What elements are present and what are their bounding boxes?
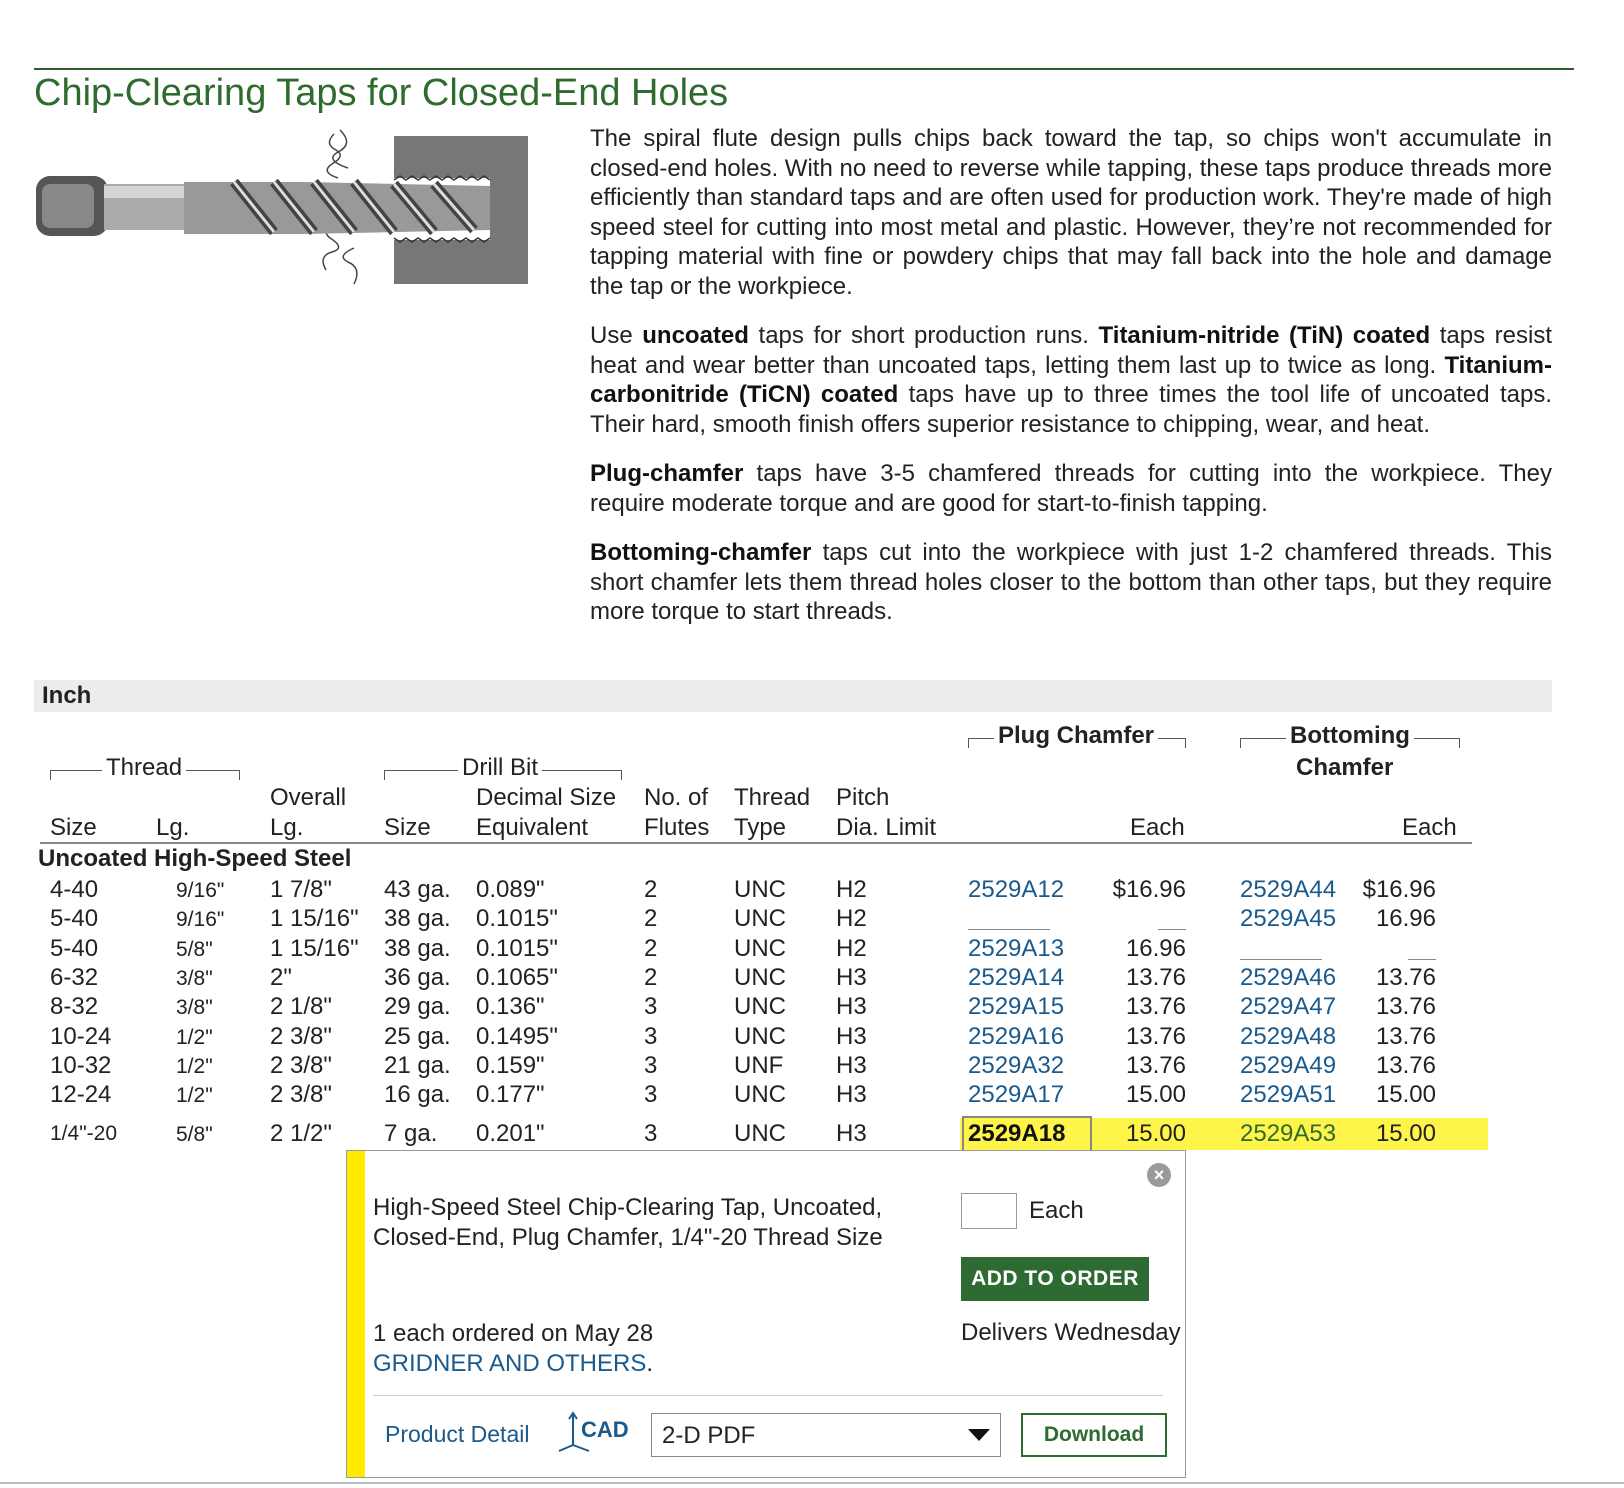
header-lg: Lg.	[156, 814, 190, 841]
cell-size: 6-32	[50, 963, 99, 991]
cell-type: UNC	[734, 876, 786, 903]
cell-drill: 43 ga.	[384, 876, 451, 903]
part-number-link[interactable]: 2529A32	[968, 1051, 1065, 1079]
spiral-tap-illustration	[34, 124, 554, 294]
table-row[interactable]	[0, 1052, 1624, 1081]
add-to-order-button[interactable]: ADD TO ORDER	[961, 1257, 1149, 1301]
cell-overall: 1 7/8"	[270, 876, 332, 903]
cell-lg: 1/2"	[176, 1054, 213, 1078]
cell-drill: 21 ga.	[384, 1051, 451, 1079]
empty-cell-rule	[1240, 959, 1322, 960]
cell-overall: 1 15/16"	[270, 934, 359, 962]
popup-divider	[373, 1395, 1163, 1396]
part-number-link[interactable]: 2529A13	[968, 934, 1065, 962]
title-rule	[34, 68, 1574, 70]
header-size: Size	[50, 814, 97, 841]
table-row[interactable]	[0, 1081, 1624, 1110]
group-label: Uncoated High-Speed Steel	[38, 845, 352, 872]
popup-accent-bar	[347, 1151, 365, 1477]
cell-drill: 29 ga.	[384, 993, 451, 1021]
header-overall-lg: Lg.	[270, 814, 304, 841]
chevron-down-icon	[968, 1429, 990, 1441]
cell-price: $16.96	[1112, 876, 1186, 903]
header-drill-size: Size	[384, 814, 431, 841]
cell-price: 16.96	[1125, 934, 1186, 962]
cell-dec: 0.177"	[476, 1081, 545, 1109]
cell-dec: 0.089"	[476, 876, 545, 903]
cell-size: 10-32	[50, 1051, 112, 1079]
description-paragraph: The spiral flute design pulls chips back toward the tap, so chips won't accumulate in closed-end holes. With no need to reverse while tapping, these taps produce threads more efficiently than standard taps and are often used for production work. They're made of high speed steel for cutting into most metal and plastic. However, they’re not recommended for tapping material with fine or powdery chips that may fall back into the hole and damage the tap or the workpiece.	[590, 125, 1552, 300]
cell-type: UNC	[734, 934, 786, 962]
cell-drill: 16 ga.	[384, 1081, 451, 1109]
header-decimal-size: Decimal Size	[476, 784, 617, 811]
delivery-estimate: Delivers Wednesday	[961, 1319, 1181, 1346]
cell-type: UNC	[734, 1081, 786, 1109]
cell-size: 5-40	[50, 934, 99, 962]
cell-price: 13.76	[1125, 963, 1186, 991]
cell-overall: 2 1/8"	[270, 993, 332, 1021]
cell-pitch: H3	[836, 1051, 867, 1079]
cell-price: 13.76	[1125, 1022, 1186, 1050]
cell-type: UNF	[734, 1051, 784, 1079]
empty-cell-rule	[1158, 929, 1186, 930]
cell-flutes: 3	[644, 1051, 658, 1079]
cell-overall: 2 3/8"	[270, 1022, 332, 1050]
header-flutes: Flutes	[644, 814, 710, 841]
cell-price: 16.96	[1375, 905, 1436, 933]
cell-lg: 1/2"	[176, 1084, 213, 1108]
cell-pitch: H3	[836, 993, 867, 1021]
cell-size: 5-40	[50, 905, 99, 933]
quantity-input[interactable]	[961, 1193, 1017, 1229]
cell-pitch: H2	[836, 876, 867, 903]
cell-pitch: H3	[836, 963, 867, 991]
quantity-unit: Each	[1029, 1197, 1084, 1224]
table-row[interactable]	[0, 935, 1624, 964]
part-number-selected[interactable]: 2529A18	[968, 1120, 1066, 1147]
cell-size: 12-24	[50, 1081, 112, 1109]
cell-flutes: 3	[644, 1022, 658, 1050]
cell-flutes: 2	[644, 934, 658, 962]
cell-flutes: 2	[644, 876, 658, 903]
cell-lg: 3/8"	[176, 996, 213, 1020]
section-header-inch: Inch	[34, 680, 1552, 712]
header-drill-bit: Drill Bit	[458, 754, 542, 782]
svg-text:CAD: CAD	[581, 1417, 629, 1442]
product-detail-link[interactable]: Product Detail	[385, 1421, 530, 1447]
header-no-of: No. of	[644, 784, 709, 811]
page-bottom-rule	[0, 1482, 1624, 1484]
product-description	[590, 124, 1552, 647]
cell-drill: 38 ga.	[384, 934, 451, 962]
cell-price: $16.96	[1362, 876, 1436, 903]
part-number-link[interactable]: 2529A53	[1240, 1120, 1337, 1147]
popup-product-description: High-Speed Steel Chip-Clearing Tap, Uncoated, Closed-End, Plug Chamfer, 1/4"-20 Thread Size	[373, 1194, 883, 1251]
header-bottoming: Bottoming	[1286, 722, 1414, 750]
cell-pitch: H3	[836, 1022, 867, 1050]
cell-dec: 0.1065"	[476, 963, 558, 991]
cell-type: UNC	[734, 905, 786, 933]
cell-type: UNC	[734, 993, 786, 1021]
header-each-bottoming: Each	[1402, 814, 1457, 841]
cell-dec: 0.136"	[476, 993, 545, 1021]
header-pitch: Pitch	[836, 784, 890, 811]
close-icon[interactable]: ×	[1147, 1163, 1171, 1187]
part-number-link[interactable]: 2529A12	[968, 876, 1065, 903]
cell-dec: 0.1495"	[476, 1022, 558, 1050]
order-popup	[346, 1150, 1186, 1478]
cell-flutes: 3	[644, 993, 658, 1021]
cell-price: 15.00	[1375, 1081, 1436, 1109]
header-each-plug: Each	[1130, 814, 1185, 841]
header-thread: Thread	[102, 754, 186, 782]
part-number-link[interactable]: 2529A48	[1240, 1022, 1337, 1050]
cell-lg: 9/16"	[176, 879, 225, 902]
order-history: 1 each ordered on May 28 GRIDNER AND OTHERS.	[373, 1320, 654, 1377]
part-number-link[interactable]: 2529A16	[968, 1022, 1065, 1050]
cell-drill: 25 ga.	[384, 1022, 451, 1050]
header-chamfer: Chamfer	[1296, 754, 1394, 781]
cell-price: 13.76	[1375, 963, 1436, 991]
part-number-link[interactable]: 2529A17	[968, 1081, 1065, 1109]
description-paragraph: Bottoming-chamfer taps cut into the workpiece with just 1-2 chamfered threads. This short chamfer lets them thread holes closer to the bottom than other taps, but they require more torque to start threads.	[590, 539, 1552, 625]
part-number-link[interactable]: 2529A49	[1240, 1051, 1337, 1079]
cell-price: 15.00	[1125, 1081, 1186, 1109]
header-dia-limit: Dia. Limit	[836, 814, 937, 841]
table-row[interactable]	[0, 964, 1624, 993]
cell-flutes: 2	[644, 905, 658, 933]
cell-drill: 38 ga.	[384, 905, 451, 933]
cell-overall: 2"	[270, 963, 292, 991]
cell-price: 13.76	[1375, 1051, 1436, 1079]
cell-type: UNC	[734, 963, 786, 991]
cell-drill: 36 ga.	[384, 963, 451, 991]
header-equivalent: Equivalent	[476, 814, 589, 841]
cell-lg: 1/2"	[176, 1025, 213, 1049]
cell-flutes: 2	[644, 963, 658, 991]
cell-lg: 9/16"	[176, 908, 225, 932]
cad-icon	[555, 1411, 631, 1455]
cell-price: 13.76	[1125, 1051, 1186, 1079]
cell-pitch: H3	[836, 1081, 867, 1109]
cell-price: 13.76	[1125, 993, 1186, 1021]
cell-dec: 0.1015"	[476, 905, 558, 933]
download-button[interactable]: Download	[1021, 1413, 1167, 1457]
cell-dec: 0.159"	[476, 1051, 545, 1079]
table-row[interactable]	[0, 993, 1624, 1022]
cell-size: 4-40	[50, 876, 99, 903]
part-number-link[interactable]: 2529A45	[1240, 905, 1337, 933]
table-row-selected[interactable]: 1/4"-20 5/8" 2 1/2" 7 ga. 0.201" 3 UNC H3 2529A18 15.00 2529A53 15.00	[50, 1120, 1436, 1147]
empty-cell-rule	[1408, 959, 1436, 960]
table-row[interactable]	[0, 905, 1624, 934]
cell-price: 13.76	[1375, 993, 1436, 1021]
header-overall: Overall	[270, 784, 347, 811]
cell-lg: 5/8"	[176, 937, 213, 961]
part-number-link[interactable]: 2529A44	[1240, 876, 1337, 903]
cell-price: 13.76	[1375, 1022, 1436, 1050]
cell-pitch: H2	[836, 905, 867, 933]
cell-overall: 1 15/16"	[270, 905, 359, 933]
part-number-link[interactable]: 2529A47	[1240, 993, 1337, 1021]
description-paragraph: Use uncoated taps for short production runs. Titanium-nitride (TiN) coated taps resist heat and wear better than uncoated taps, letting them last up to twice as long. Titanium-carbonitride (TiCN) coated taps have up to three times the tool life of uncoated taps. Their hard, smooth finish offers superior resistance to chipping, wear, and heat.	[590, 322, 1553, 438]
cell-size: 10-24	[50, 1022, 112, 1050]
header-plug-chamfer: Plug Chamfer	[994, 722, 1158, 750]
cad-format-value: 2-D PDF	[662, 1422, 756, 1449]
cell-lg: 3/8"	[176, 966, 213, 990]
table-row[interactable]	[0, 1023, 1624, 1052]
cell-pitch: H2	[836, 934, 867, 962]
empty-cell-rule	[968, 929, 1050, 930]
table-row[interactable]	[0, 876, 1624, 905]
header-rule	[40, 842, 1472, 844]
cell-overall: 2 3/8"	[270, 1081, 332, 1109]
description-paragraph: Plug-chamfer taps have 3-5 chamfered threads for cutting into the workpiece. They require moderate torque and are good for start-to-finish tapping.	[590, 460, 1552, 517]
part-number-link[interactable]: 2529A14	[968, 963, 1065, 991]
page-title: Chip-Clearing Taps for Closed-End Holes	[34, 72, 729, 114]
part-number-link[interactable]: 2529A46	[1240, 963, 1337, 991]
part-number-link[interactable]: 2529A51	[1240, 1081, 1337, 1109]
cell-flutes: 3	[644, 1081, 658, 1109]
header-thread-type-1: Thread	[734, 784, 811, 811]
cell-dec: 0.1015"	[476, 934, 558, 962]
cad-format-select[interactable]	[651, 1413, 1001, 1457]
cell-type: UNC	[734, 1022, 786, 1050]
ordered-by-link[interactable]: GRIDNER AND OTHERS	[373, 1350, 647, 1377]
header-thread-type-2: Type	[734, 814, 787, 841]
part-number-link[interactable]: 2529A15	[968, 993, 1065, 1021]
cell-overall: 2 3/8"	[270, 1051, 332, 1079]
cell-size: 8-32	[50, 993, 99, 1021]
